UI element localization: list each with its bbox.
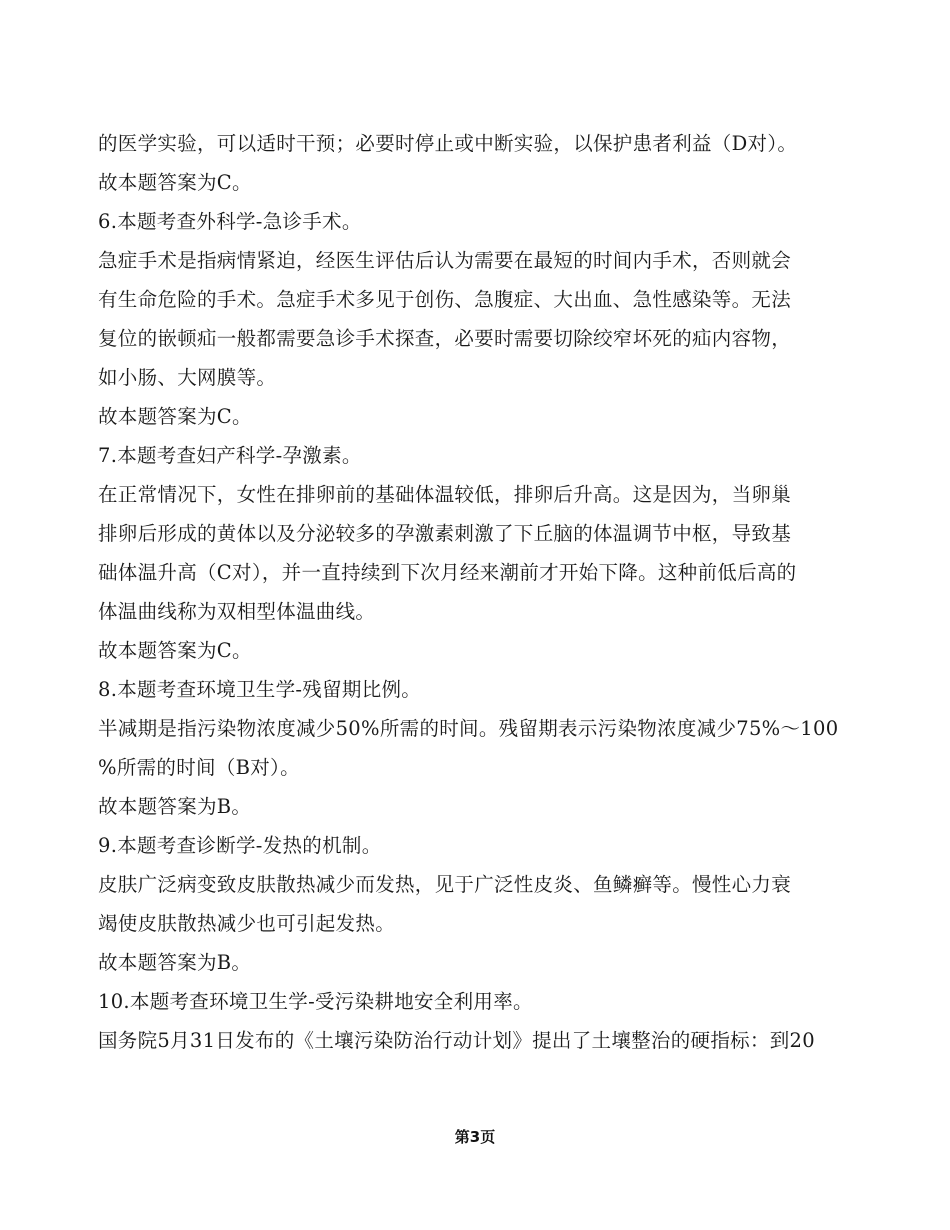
text-line: 体温曲线称为双相型体温曲线。 bbox=[98, 600, 376, 623]
text-line: 半减期是指污染物浓度减少50%所需的时间。残留期表示污染物浓度减少75%～100 bbox=[98, 717, 839, 740]
answer-line: 故本题答案为C。 bbox=[98, 171, 252, 194]
answer-line: 故本题答案为B。 bbox=[98, 951, 252, 974]
question-heading: 6.本题考查外科学-急诊手术。 bbox=[98, 210, 362, 233]
text-line: %所需的时间（B对）。 bbox=[98, 756, 300, 779]
text-line: 有生命危险的手术。急症手术多见于创伤、急腹症、大出血、急性感染等。无法 bbox=[98, 288, 792, 311]
text-line: 复位的嵌顿疝一般都需要急诊手术探查，必要时需要切除绞窄坏死的疝内容物， bbox=[98, 327, 792, 350]
document-body bbox=[98, 124, 878, 1060]
text-line: 如小肠、大网膜等。 bbox=[98, 366, 277, 389]
question-heading: 8.本题考查环境卫生学-残留期比例。 bbox=[98, 678, 422, 701]
text-line: 排卵后形成的黄体以及分泌较多的孕激素刺激了下丘脑的体温调节中枢，导致基 bbox=[98, 522, 792, 545]
question-heading: 7.本题考查妇产科学-孕激素。 bbox=[98, 444, 362, 467]
text-line: 的医学实验，可以适时干预；必要时停止或中断实验，以保护患者利益（D对）。 bbox=[98, 132, 798, 155]
text-line: 础体温升高（C对），并一直持续到下次月经来潮前才开始下降。这种前低后高的 bbox=[98, 561, 797, 584]
question-heading: 9.本题考查诊断学-发热的机制。 bbox=[98, 834, 382, 857]
text-line: 在正常情况下，女性在排卵前的基础体温较低，排卵后升高。这是因为，当卵巢 bbox=[98, 483, 792, 506]
text-line: 急症手术是指病情紧迫，经医生评估后认为需要在最短的时间内手术，否则就会 bbox=[98, 249, 792, 272]
answer-line: 故本题答案为C。 bbox=[98, 405, 252, 428]
text-line: 皮肤广泛病变致皮肤散热减少而发热，见于广泛性皮炎、鱼鳞癣等。慢性心力衰 bbox=[98, 873, 792, 896]
answer-line: 故本题答案为C。 bbox=[98, 639, 252, 662]
question-heading: 10.本题考查环境卫生学-受污染耕地安全利用率。 bbox=[98, 990, 533, 1013]
text-line: 国务院5月31日发布的《土壤污染防治行动计划》提出了土壤整治的硬指标：到20 bbox=[98, 1029, 815, 1052]
page-number: 第3页 bbox=[454, 1128, 496, 1146]
text-line: 竭使皮肤散热减少也可引起发热。 bbox=[98, 912, 396, 935]
answer-line: 故本题答案为B。 bbox=[98, 795, 252, 818]
